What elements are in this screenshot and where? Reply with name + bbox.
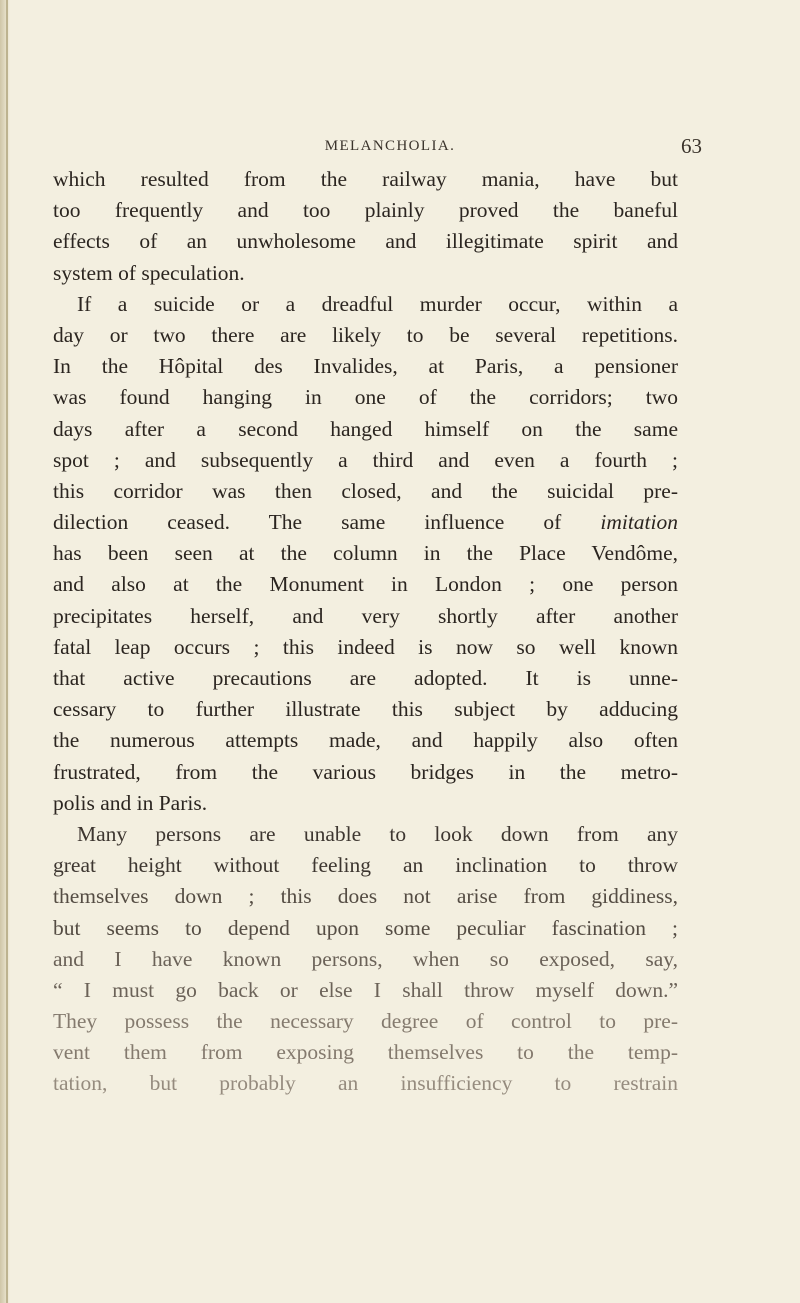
text-line: “ I must go back or else I shall throw myself down.” [53,977,678,1002]
text-line: day or two there are likely to be several repetitions. [53,322,678,347]
text-line: In the Hôpital des Invalides, at Paris, a pensioner [53,354,678,379]
text-line: fatal leap occurs ; this indeed is now so well known [53,634,678,659]
text-line: this corridor was then closed, and the suicidal pre- [53,478,678,503]
text-line: was found hanging in one of the corridors; two [53,385,678,410]
text-line: spot ; and subsequently a third and even a fourth ; [53,447,678,472]
page-edge-shadow [6,0,8,1303]
page-binding-edge [0,0,10,1303]
italic-term: imitation [600,510,679,535]
text-line: too frequently and too plainly proved the baneful [53,198,678,223]
text-line: They possess the necessary degree of control to pre- [53,1009,678,1034]
paragraph-start-line: If a suicide or a dreadful murder occur, within a [77,291,678,316]
text-line: has been seen at the column in the Place Vendôme, [53,541,678,566]
paragraph-start-line: Many persons are unable to look down from any [77,821,678,846]
text-line: effects of an unwholesome and illegitimate spirit and [53,229,678,254]
text-line: frustrated, from the various bridges in the metro- [53,759,678,784]
text-line: and also at the Monument in London ; one person [53,572,678,597]
text-line: cessary to further illustrate this subject by adducing [53,697,678,722]
body-text [53,164,678,1100]
text-line: vent them from exposing themselves to the temp- [53,1040,678,1065]
text-line: but seems to depend upon some peculiar fascination ; [53,915,678,940]
text-line: tation, but probably an insufficiency to restrain [53,1071,678,1096]
text-line: and I have known persons, when so exposed, say, [53,946,678,971]
text-line: that active precautions are adopted. It is unne- [53,666,678,690]
text-line: days after a second hanged himself on the same [53,416,678,441]
text-line: polis and in Paris. [53,790,208,815]
page-header [50,134,730,164]
text-run: dilection ceased. The same influence of [53,510,562,535]
page-number: 63 [681,134,702,158]
text-line: themselves down ; this does not arise from giddiness, [53,884,678,909]
text-line-with-italic [53,507,678,538]
text-line: the numerous attempts made, and happily also often [53,728,678,753]
text-line: precipitates herself, and very shortly after another [53,603,678,628]
running-head: MELANCHOLIA. [324,138,456,154]
text-line: which resulted from the railway mania, have but [53,167,678,191]
text-line: great height without feeling an inclination to throw [53,853,678,878]
text-line: system of speculation. [53,260,245,285]
